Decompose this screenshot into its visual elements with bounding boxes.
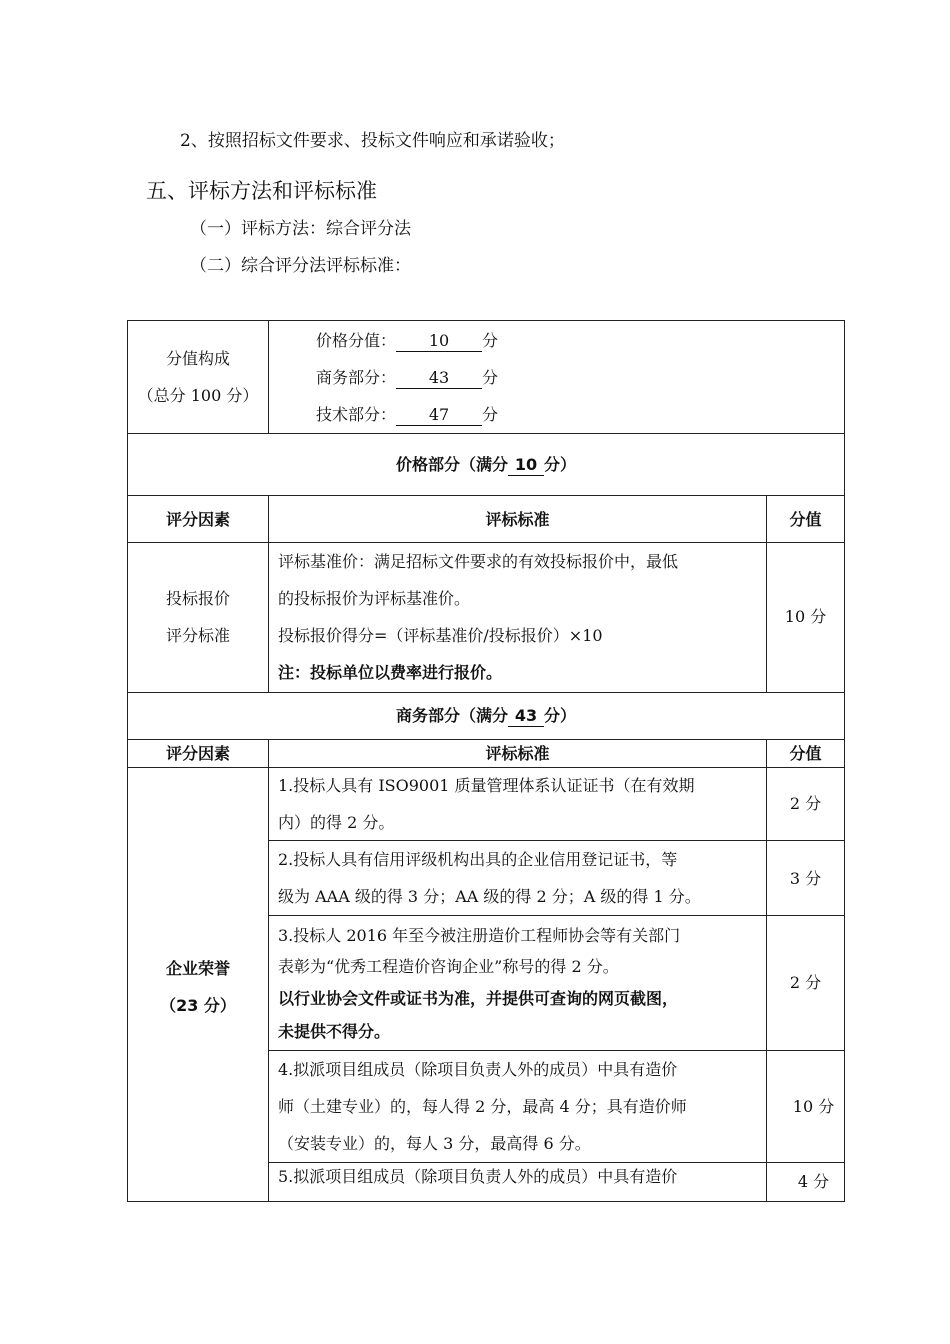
composition-label [128,340,268,414]
criterion-line: 3.投标人 2016 年至今被注册造价工程师协会等有关部门 [278,926,681,945]
criterion-3 [278,920,680,1048]
title-value: 43 [508,706,544,727]
criterion-5-score: 4 分 [797,1172,830,1191]
price-standard [278,543,678,691]
price-score-line [316,322,498,359]
price-score: 10 分 [784,607,827,626]
divider [127,692,845,693]
price-factor-line: 评分标准 [165,626,230,645]
col-score-header: 分值 [789,510,822,529]
divider [127,433,845,434]
criterion-line: 师（土建专业）的，每人得 2 分，最高 4 分；具有造价师 [278,1097,687,1116]
criterion-4-score: 10 分 [792,1097,835,1116]
composition-label-line: 分值构成 [165,349,230,368]
technical-score-value: 47 [396,405,482,426]
col-factor-header: 评分因素 [165,510,230,529]
intro-item-2: 2、按照招标文件要求、投标文件响应和承诺验收； [180,131,565,151]
criterion-line: 2.投标人具有信用评级机构出具的企业信用登记证书，等 [278,850,678,869]
criterion-2 [278,841,701,915]
criterion-1 [278,767,695,841]
divider [127,495,845,496]
price-score-label: 价格分值： [316,331,397,350]
technical-score-label: 技术部分： [316,405,397,424]
price-factor-line: 投标报价 [165,589,230,608]
title-value: 10 [508,455,544,476]
criterion-line: 4.拟派项目组成员（除项目负责人外的成员）中具有造价 [278,1060,678,1079]
business-score-value: 43 [396,368,482,389]
price-note: 注：投标单位以费率进行报价。 [278,663,503,682]
divider [268,320,269,433]
col-standard-header: 评标标准 [485,510,550,529]
price-standard-line: 的投标报价为评标基准价。 [278,589,471,608]
technical-score-line [316,396,498,433]
price-score-value: 10 [396,331,482,352]
title-suffix: 分） [544,706,577,725]
criterion-5 [278,1158,677,1195]
composition-total: （总分 100 分） [137,386,259,405]
criterion-line: （安装专业）的，每人 3 分，最高得 6 分。 [278,1134,591,1153]
business-score-line [316,359,498,396]
method-line: （一）评标方法：综合评分法 [190,219,411,239]
unit: 分 [482,368,499,387]
section-title: 五、评标方法和评标标准 [146,179,377,203]
col-score-header: 分值 [789,744,822,763]
criterion-line: 内）的得 2 分。 [278,813,395,832]
honor-factor-points: （23 分） [160,996,236,1015]
unit: 分 [482,405,499,424]
business-section-title [128,697,844,734]
standard-line: （二）综合评分法评标标准： [190,256,411,276]
price-section-title [128,446,844,483]
criterion-line: 级为 AAA 级的得 3 分；AA 级的得 2 分；A 级的得 1 分。 [278,887,701,906]
col-standard-header: 评标标准 [485,744,550,763]
title-prefix: 价格部分（满分 [395,455,508,474]
title-suffix: 分） [544,455,577,474]
title-prefix: 商务部分（满分 [395,706,508,725]
honor-factor-line: 企业荣誉 [165,959,230,978]
criterion-line: 1.投标人具有 ISO9001 质量管理体系认证证书（在有效期 [278,776,695,795]
unit: 分 [482,331,499,350]
criterion-2-score: 3 分 [789,869,822,888]
business-score-label: 商务部分： [316,368,397,387]
price-formula: 投标报价得分=（评标基准价/投标报价）×10 [278,626,603,645]
criterion-1-score: 2 分 [789,794,822,813]
criterion-line: 5.拟派项目组成员（除项目负责人外的成员）中具有造价 [278,1167,678,1186]
col-factor-header: 评分因素 [165,744,230,763]
criterion-note-line: 以行业协会文件或证书为准，并提供可查询的网页截图， [278,989,679,1008]
price-standard-line: 评标基准价：满足招标文件要求的有效投标报价中，最低 [278,552,679,571]
criterion-3-score: 2 分 [789,973,822,992]
divider [268,739,269,1202]
criterion-note-line: 未提供不得分。 [278,1022,391,1041]
honor-factor [128,950,268,1024]
criterion-line: 表彰为“优秀工程造价咨询企业”称号的得 2 分。 [278,957,619,976]
price-factor [128,580,268,654]
divider [268,915,845,916]
criterion-4 [278,1051,687,1162]
